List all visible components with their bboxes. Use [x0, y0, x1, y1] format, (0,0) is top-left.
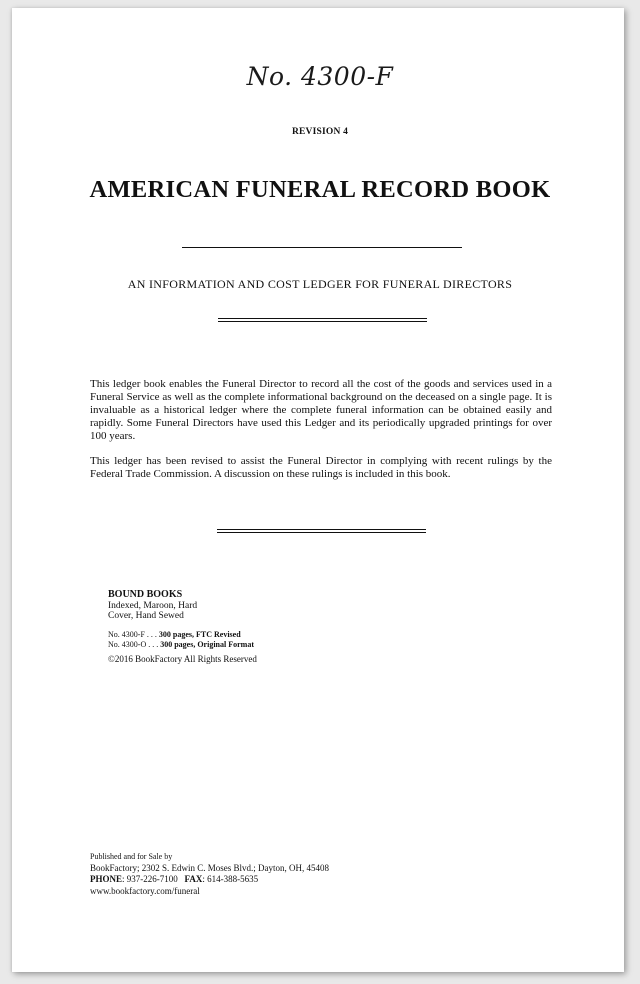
divider-double-top — [218, 318, 427, 322]
bound-books-section — [108, 590, 257, 664]
revision-label: REVISION 4 — [291, 127, 349, 137]
model-list — [108, 630, 257, 650]
copyright-notice: ©2016 BookFactory All Rights Reserved — [108, 653, 257, 664]
publisher-intro: Published and for Sale by — [90, 852, 173, 861]
description-paragraph-2: This ledger has been revised to assist the Funeral Director in complying with recent rulings by the Federal Trade Commission. A discussion on these rulings is included in this book. — [90, 455, 552, 480]
bound-books-line-2: Cover, Hand Sewed — [108, 611, 184, 621]
model-number: No. 4300-F . . . — [108, 629, 157, 639]
bound-books-title: BOUND BOOKS — [108, 589, 183, 600]
model-row — [108, 630, 257, 640]
model-description: 300 pages, Original Format — [160, 639, 254, 649]
model-number: No. 4300-O . . . — [108, 639, 159, 649]
book-subtitle: AN INFORMATION AND COST LEDGER FOR FUNERAL DIRECTORS — [127, 277, 513, 291]
fax-label: FAX — [184, 874, 203, 884]
description-paragraph-1: This ledger book enables the Funeral Director to record all the cost of the goods and services used in a Funeral Service as well as the complete informational background on the deceased on a single page. It is invaluable as a historical ledger where the complete funeral information can be obtained easily and rapidly. Some Funeral Directors have used this Ledger and its periodically upgraded printings for over 100 years. — [90, 378, 552, 442]
model-description: 300 pages, FTC Revised — [158, 629, 241, 639]
book-title: AMERICAN FUNERAL RECORD BOOK — [89, 176, 551, 203]
document-page — [12, 8, 624, 972]
model-row — [108, 640, 257, 650]
publisher-website: www.bookfactory.com/funeral — [90, 885, 200, 896]
publisher-address: BookFactory; 2302 S. Edwin C. Moses Blvd.; Dayton, OH, 45408 — [90, 862, 330, 873]
bound-books-line-1: Indexed, Maroon, Hard — [108, 600, 198, 611]
phone-number: : 937-226-7100 — [122, 874, 178, 884]
divider-single — [182, 247, 462, 248]
phone-label: PHONE — [90, 874, 123, 884]
divider-double-bottom — [217, 529, 426, 533]
catalog-number: No. 4300-F — [246, 62, 394, 91]
publisher-contact — [90, 874, 329, 886]
publisher-info — [90, 851, 329, 897]
fax-number: : 614-388-5635 — [202, 874, 259, 884]
